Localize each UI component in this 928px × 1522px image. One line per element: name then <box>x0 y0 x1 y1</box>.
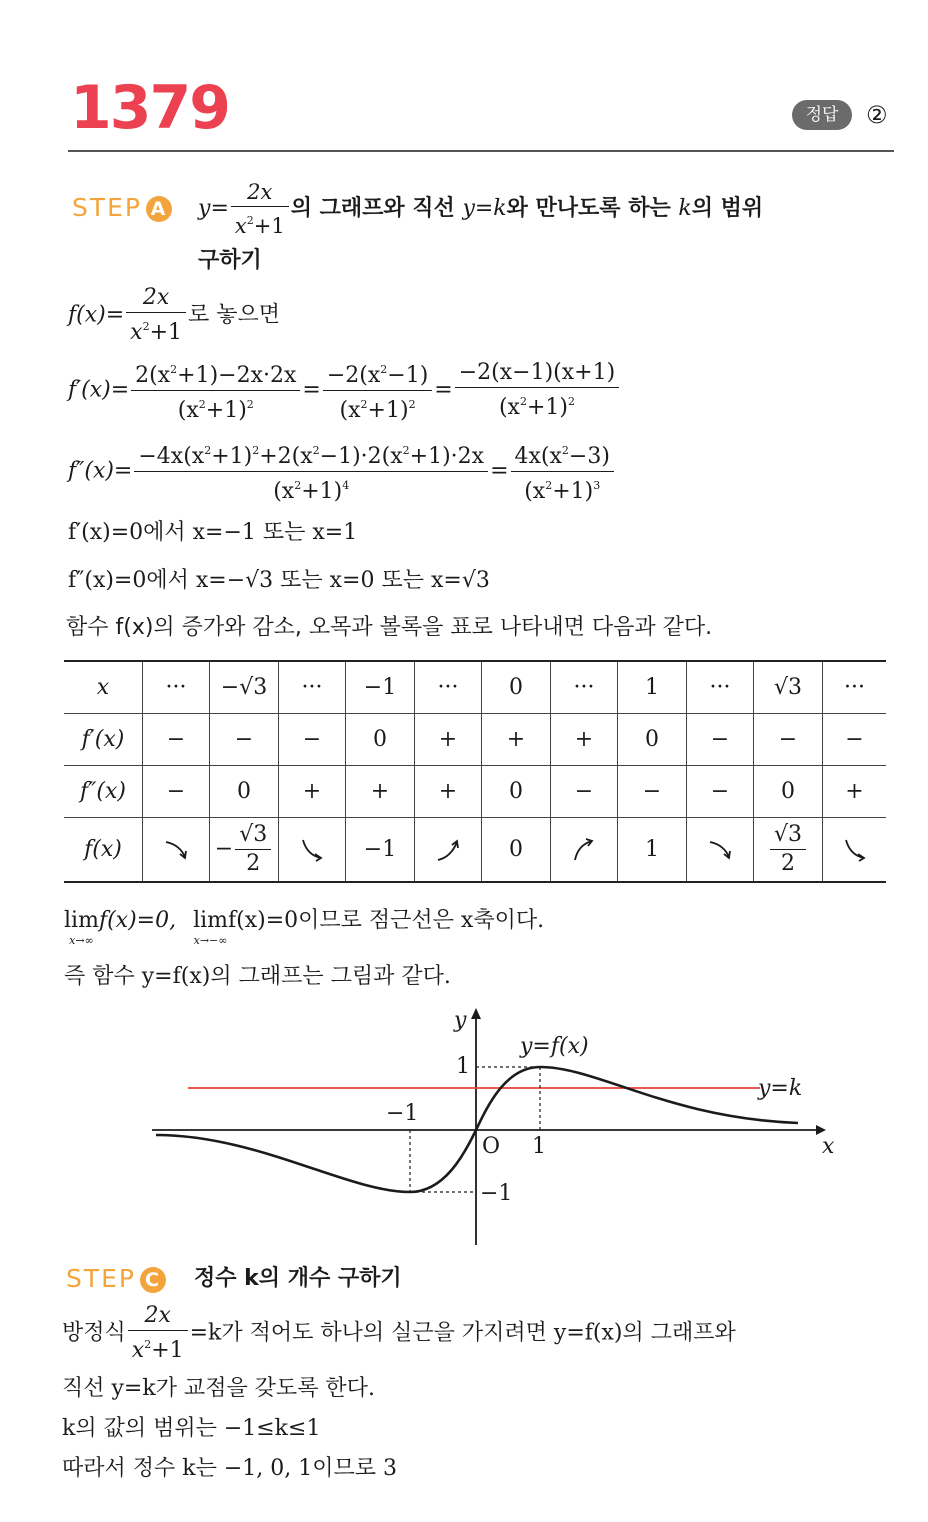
step-a-title-cont: 구하기 <box>198 248 262 273</box>
table-cell: + <box>482 714 551 766</box>
table-cell: −√3 <box>210 661 279 714</box>
table-row-f <box>64 818 886 883</box>
table-cell: ··· <box>551 661 618 714</box>
table-cell: − $\frac{√3}{2}$ <box>210 818 279 883</box>
table-cell: $\frac{√3}{2}$ <box>754 818 823 883</box>
table-cell <box>143 818 210 883</box>
table-cell: + <box>415 766 482 818</box>
table-cell: −1 <box>346 818 415 883</box>
table-cell: + <box>415 714 482 766</box>
step-c-line1: 방정식 $\frac{2x}{x^2+1}$ =k가 적어도 하나의 실근을 가지려면 y=f(x)의 그래프와 <box>62 1303 736 1363</box>
table-cell: − <box>687 714 754 766</box>
step-a-label: STEP A <box>72 193 172 223</box>
header-divider <box>68 150 894 152</box>
problem-number: 1379 <box>70 73 229 143</box>
arrow-down-convex-icon <box>840 835 870 865</box>
step-c-line4: 따라서 정수 k는 −1, 0, 1이므로 3 <box>62 1456 397 1481</box>
f-prime-derivation: f′(x)= $\frac{2(x^2+1)-2x\cdot 2x}{(x^2+1)^2}$ = $\frac{-2(x^2-1)}{(x^2+1)^2}$ = $\frac{-2(x-1)(x+1)}{(x^2+1)^2}$ <box>68 356 621 425</box>
arrow-up-convex-icon <box>433 835 463 865</box>
table-cell: ··· <box>687 661 754 714</box>
answer-value: ② <box>866 101 888 129</box>
step-c-badge: C <box>140 1267 166 1293</box>
function-graph <box>148 1005 835 1255</box>
table-row-f-prime <box>64 714 886 766</box>
table-cell: + <box>346 766 415 818</box>
step-c-line2: 직선 y=k가 교점을 갖도록 한다. <box>62 1376 375 1401</box>
x-axis-label: x <box>822 1134 835 1159</box>
table-cell: f″(x) <box>64 766 143 818</box>
table-cell: − <box>143 766 210 818</box>
tick-label-x-neg1: −1 <box>386 1101 419 1126</box>
table-cell: 0 <box>618 714 687 766</box>
table-cell: + <box>551 714 618 766</box>
y-axis-arrow-icon <box>471 1008 481 1019</box>
table-cell: − <box>551 766 618 818</box>
table-cell: √3 <box>754 661 823 714</box>
step-c-label: STEP C <box>66 1264 166 1294</box>
tick-label-y-1: 1 <box>456 1054 470 1079</box>
table-intro: 함수 f(x)의 증가와 감소, 오목과 볼록을 표로 나타내면 다음과 같다. <box>66 615 713 640</box>
step-c-title: 정수 k의 개수 구하기 <box>194 1266 402 1291</box>
f-double-prime-derivation: f″(x)= $\frac{-4x(x^2+1)^2+2(x^2-1)\cdot 2(x^2+1)\cdot 2x}{(x^2+1)^4}$ = $\frac{4x(x^2-3)}{(x^2+1)^3}$ <box>68 437 616 506</box>
tick-label-y-neg1: −1 <box>480 1181 513 1206</box>
table-cell <box>823 818 887 883</box>
table-cell: 0 <box>754 766 823 818</box>
table-cell: 0 <box>482 818 551 883</box>
answer-badge: 정답 <box>792 100 852 130</box>
table-cell: 0 <box>482 661 551 714</box>
table-cell: − <box>210 714 279 766</box>
graph-intro: 즉 함수 y=f(x)의 그래프는 그림과 같다. <box>64 964 451 989</box>
variation-table <box>64 660 886 883</box>
table-cell: 0 <box>210 766 279 818</box>
table-row-x <box>64 661 886 714</box>
table-cell: −1 <box>346 661 415 714</box>
table-cell: + <box>823 766 887 818</box>
table-cell <box>551 818 618 883</box>
table-cell: − <box>823 714 887 766</box>
f-double-prime-zero: f″(x)=0에서 x=−√3 또는 x=0 또는 x=√3 <box>68 568 490 593</box>
table-cell: − <box>143 714 210 766</box>
table-cell: − <box>687 766 754 818</box>
table-cell: − <box>754 714 823 766</box>
table-cell <box>279 818 346 883</box>
table-cell: 1 <box>618 818 687 883</box>
table-row-f-double-prime <box>64 766 886 818</box>
arrow-down-convex-icon <box>297 835 327 865</box>
step-a-title: y= $\frac{2x}{x^2+1}$ 의 그래프와 직선 y=k와 만나도록 하는 k의 범위 <box>198 180 764 238</box>
y-axis-label: y <box>454 1008 467 1033</box>
step-a-badge: A <box>146 196 172 222</box>
origin-label: O <box>482 1134 501 1159</box>
limits-line: lim x→∞ f(x)=0, lim x→−∞ f(x)=0이므로 점근선은 x축이다. <box>64 908 545 947</box>
table-cell: ··· <box>415 661 482 714</box>
table-cell: x <box>64 661 143 714</box>
table-cell <box>687 818 754 883</box>
line-label: y=k <box>758 1076 803 1101</box>
tick-label-x-1: 1 <box>532 1134 546 1159</box>
table-cell: − <box>279 714 346 766</box>
table-cell <box>415 818 482 883</box>
step-c-line3: k의 값의 범위는 −1≤k≤1 <box>62 1416 321 1441</box>
table-cell: 0 <box>482 766 551 818</box>
table-cell: 1 <box>618 661 687 714</box>
table-cell: ··· <box>143 661 210 714</box>
table-cell: 0 <box>346 714 415 766</box>
f-definition: f(x)= $\frac{2x}{x^2+1}$ 로 놓으면 <box>68 285 281 345</box>
table-cell: ··· <box>279 661 346 714</box>
table-cell: + <box>279 766 346 818</box>
curve-label: y=f(x) <box>520 1034 589 1059</box>
arrow-down-concave-icon <box>705 835 735 865</box>
arrow-down-concave-icon <box>161 835 191 865</box>
table-cell: f′(x) <box>64 714 143 766</box>
arrow-up-concave-icon <box>569 835 599 865</box>
table-cell: − <box>618 766 687 818</box>
f-prime-zero: f′(x)=0에서 x=−1 또는 x=1 <box>68 520 358 545</box>
table-cell: f(x) <box>64 818 143 883</box>
table-cell: ··· <box>823 661 887 714</box>
